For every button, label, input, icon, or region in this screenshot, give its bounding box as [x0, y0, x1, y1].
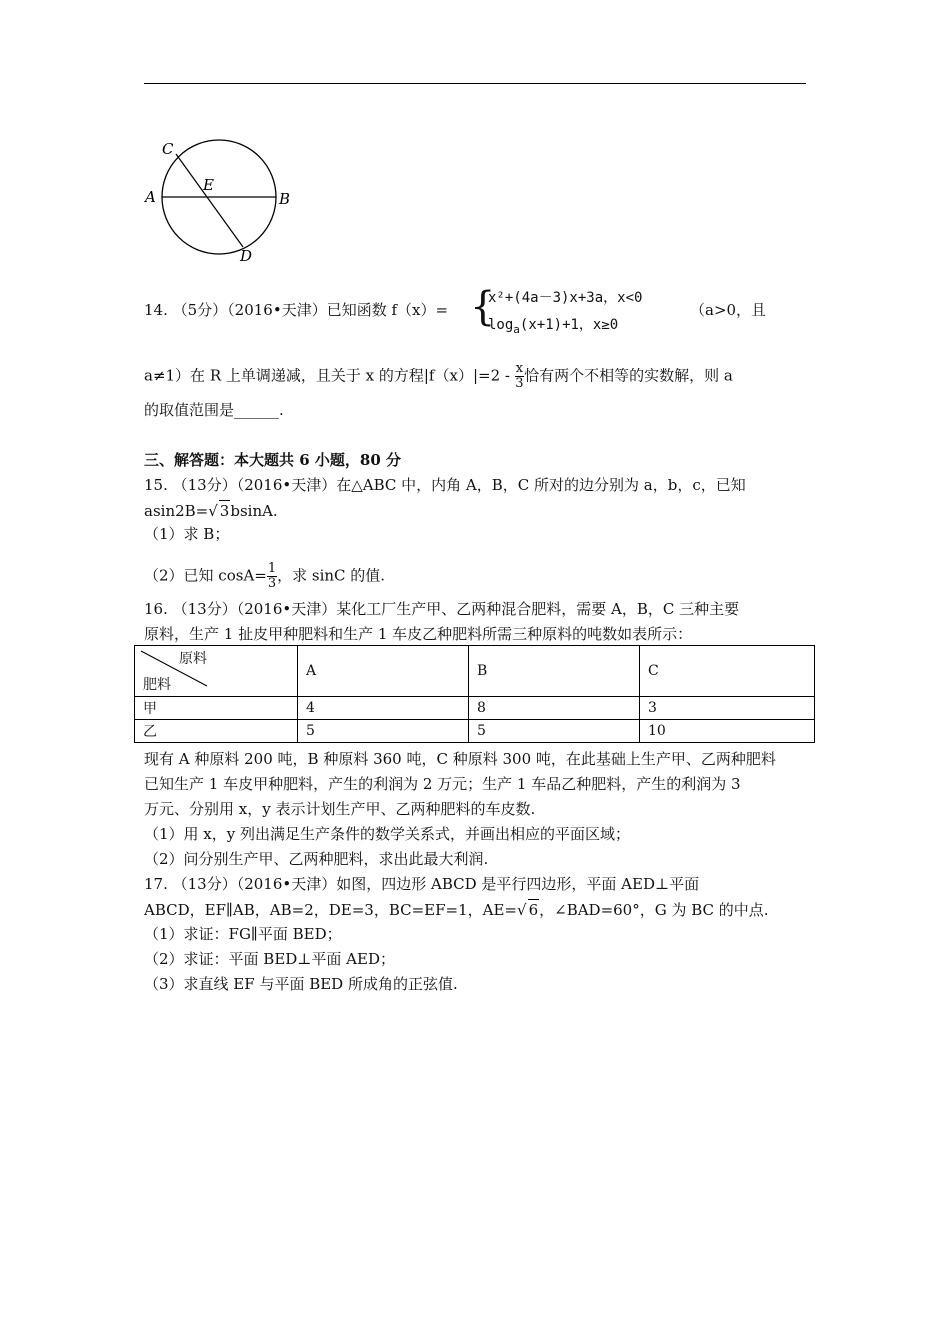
q15-fraction: [267, 562, 277, 591]
label-b: B: [279, 190, 291, 208]
circle-figure: [140, 132, 300, 266]
q17-part1: （1）求证：FG∥平面 BED；: [144, 925, 342, 943]
table-cell: 5: [298, 720, 469, 743]
q16-line5: 万元、分别用 x，y 表示计划生产甲、乙两种肥料的车皮数.: [144, 800, 536, 818]
sqrt-icon: √: [517, 901, 527, 919]
q16-part2: （2）问分别生产甲、乙两种肥料，求出此最大利润.: [144, 850, 489, 868]
q14-line2-a: a≠1）在 R 上单调递减，且关于 x 的方程|f（x）|=2 -: [144, 366, 515, 385]
q15-part2-b: ，求 sinC 的值.: [277, 566, 386, 585]
q14-piece2-log: log: [488, 317, 514, 333]
chord-cd: [176, 154, 243, 247]
q17-line1: 17. （13分）（2016•天津）如图，四边形 ABCD 是平行四边形，平面 AED⊥平面: [144, 875, 700, 893]
q15-frac-num: 1: [267, 561, 277, 576]
row-name: 甲: [135, 697, 298, 720]
q14-piece2: [488, 314, 618, 336]
q15-line2: [144, 500, 278, 521]
header-a: A: [298, 646, 469, 697]
header-rule: [144, 83, 806, 84]
table-row: [135, 697, 815, 720]
materials-table: [134, 645, 815, 743]
left-brace-icon: {: [470, 284, 496, 330]
table-header-row: [135, 646, 815, 697]
q16-line2: 原料，生产 1 扯皮甲种肥料和生产 1 车皮乙种肥料所需三种原料的吨数如表所示：: [144, 625, 693, 643]
q17-line2-b: ，∠BAD=60°，G 为 BC 的中点.: [539, 901, 769, 919]
table-cell: 4: [298, 697, 469, 720]
q15-frac-den: 3: [267, 576, 277, 591]
q14-line2-b: 恰有两个不相等的实数解，则 a: [524, 366, 733, 385]
q15-part1: （1）求 B；: [144, 525, 230, 543]
q15-line1: 15. （13分）（2016•天津）在△ABC 中，内角 A，B，C 所对的边分别为 a，b，c，已知: [144, 476, 746, 494]
q17-line2: [144, 899, 769, 920]
q15-part2: [144, 562, 385, 591]
q14-piece2-sub: a: [513, 322, 520, 336]
q14-fraction: [515, 362, 524, 391]
q17-part2: （2）求证：平面 BED⊥平面 AED；: [144, 950, 395, 968]
header-b: B: [469, 646, 640, 697]
q15-part2-a: （2）已知 cosA=: [144, 566, 267, 585]
table-cell: 10: [640, 720, 815, 743]
table-corner-cell: [135, 646, 298, 697]
q14-condition: （a>0，且: [690, 301, 767, 319]
label-c: C: [162, 140, 174, 158]
section3-title: 三、解答题：本大题共 6 小题，80 分: [144, 451, 401, 469]
table-row: [135, 720, 815, 743]
label-d: D: [240, 247, 253, 265]
corner-top-label: 原料: [179, 651, 207, 667]
corner-bottom-label: 肥料: [143, 677, 171, 693]
q14-frac-num: x: [515, 361, 524, 376]
q16-line1: 16. （13分）（2016•天津）某化工厂生产甲、乙两种混合肥料，需要 A，B，C 三种主要: [144, 600, 740, 618]
q14-piece2-rest: (x+1)+1，x≥0: [519, 317, 619, 333]
q14-piece1: x²+(4a－3)x+3a，x<0: [488, 290, 643, 306]
q14-line2: [144, 362, 733, 391]
header-c: C: [640, 646, 815, 697]
q17-line2-a: ABCD，EF∥AB，AB=2，DE=3，BC=EF=1，AE=: [144, 901, 518, 919]
q17-part3: （3）求直线 EF 与平面 BED 所成角的正弦值.: [144, 975, 458, 993]
q17-sqrt: 6: [528, 901, 539, 919]
table-cell: 8: [469, 697, 640, 720]
sqrt-icon: √: [208, 502, 218, 520]
q15-line2-b: bsinA.: [230, 502, 278, 520]
q16-line3: 现有 A 种原料 200 吨，B 种原料 360 吨，C 种原料 300 吨，在此基础上生产甲、乙两种肥料: [144, 750, 776, 768]
q16-part1: （1）用 x，y 列出满足生产条件的数学关系式，并画出相应的平面区域；: [144, 825, 631, 843]
label-a: A: [145, 188, 156, 206]
table-cell: 3: [640, 697, 815, 720]
q15-sqrt: 3: [219, 502, 230, 520]
q15-line2-a: asin2B=: [144, 502, 209, 520]
q16-line4: 已知生产 1 车皮甲种肥料，产生的利润为 2 万元；生产 1 车品乙种肥料，产生的利润为 3: [144, 775, 741, 793]
q14-line3: 的取值范围是______.: [144, 401, 284, 419]
table-cell: 5: [469, 720, 640, 743]
label-e: E: [203, 176, 214, 194]
row-name: 乙: [135, 720, 298, 743]
q14-lead: 14. （5分）（2016•天津）已知函数 f（x）=: [144, 301, 449, 319]
q14-frac-den: 3: [515, 376, 524, 391]
